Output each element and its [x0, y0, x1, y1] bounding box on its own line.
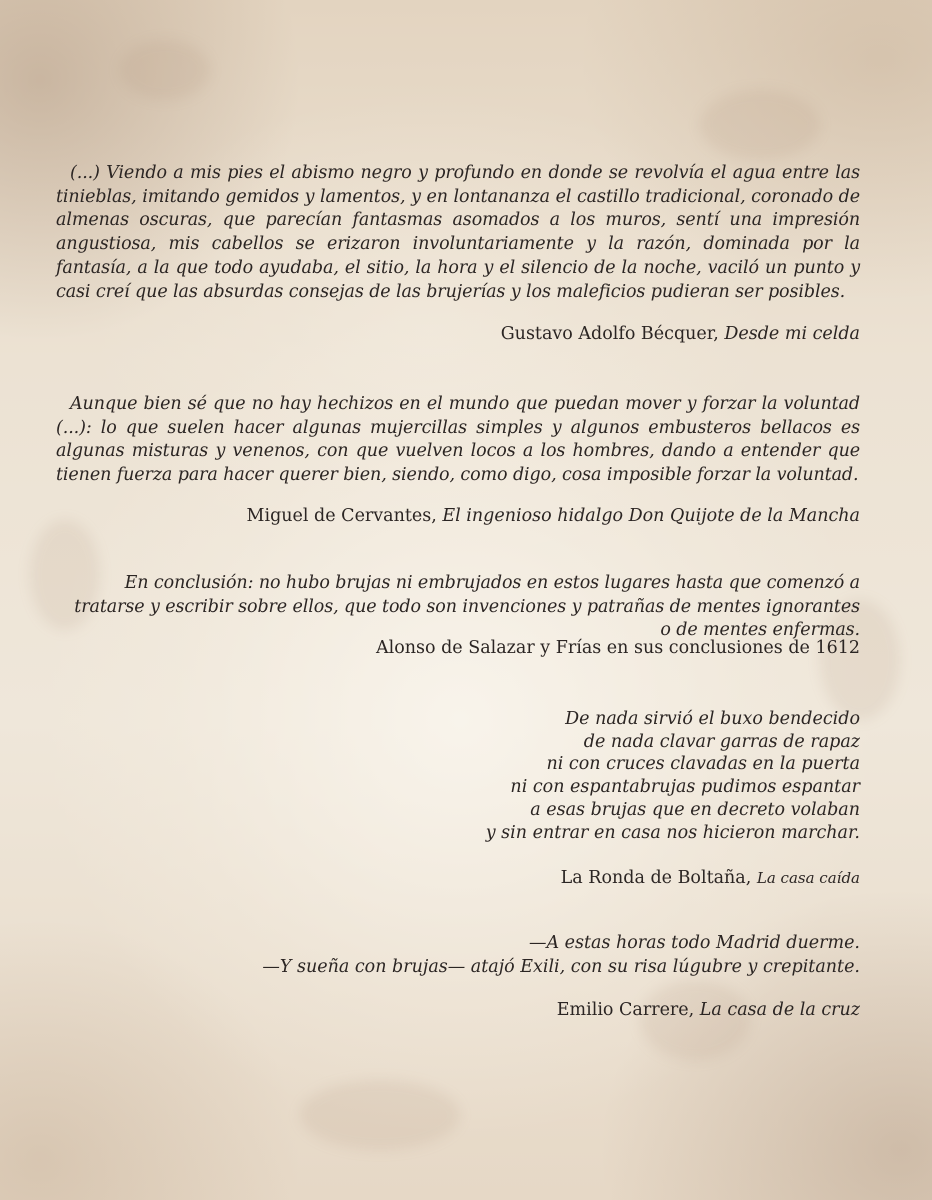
- poem-line: de nada clavar garras de rapaz: [583, 731, 860, 752]
- quote-salazar: [72, 572, 860, 643]
- quote-text: (...) Viendo a mis pies el abismo negro y profundo en donde se revolvía el agua entre las tinieblas, imitando gemidos y lamentos, y en lontananza el castillo tradicional, coronado de almenas oscuras, que parecían fantasmas asomados a los muros, sentí una impresión angustiosa, mis cabellos se erizaron involuntariamente y la razón, dominada por la fantasía, a la que todo ayudaba, el sitio, la hora y el silencio de la noche, vaciló un punto y casi creí que las absurdas consejas de las brujerías y los maleficios pudieran ser posibles.: [56, 163, 860, 302]
- author: Alonso de Salazar y Frías en sus conclusiones de 1612: [375, 638, 860, 658]
- parchment-stain: [120, 40, 210, 100]
- quote-text: Aunque bien sé que no hay hechizos en el mundo que puedan mover y forzar la voluntad (...): lo que suelen hacer algunas mujercillas simples y algunos embusteros bellacos es algunas misturas y venenos, con que vuelven locos a los hombres, dando a entender que tienen fuerza para hacer querer bien, siendo, como digo, cosa imposible forzar la voluntad.: [56, 394, 860, 486]
- parchment-stain: [640, 980, 750, 1060]
- author: Miguel de Cervantes,: [246, 506, 443, 526]
- poem-line: ni con cruces clavadas en la puerta: [546, 754, 860, 775]
- quote-cervantes: [56, 393, 860, 488]
- attribution-ronda-boltana: [561, 868, 860, 888]
- parchment-stain: [700, 90, 820, 160]
- work-title: La casa caída: [756, 869, 860, 887]
- attribution-salazar: [376, 638, 860, 658]
- author: Emilio Carrere,: [556, 1000, 700, 1020]
- dialog-carrere: [160, 932, 860, 979]
- poem-line: ni con espantabrujas pudimos espantar: [510, 777, 860, 798]
- poem-line: De nada sirvió el buxo bendecido: [565, 709, 860, 729]
- poem-ronda-boltana: [360, 708, 860, 844]
- work-title: El ingenioso hidalgo Don Quijote de la Mancha: [442, 506, 860, 526]
- work-title: La casa de la cruz: [699, 1000, 860, 1020]
- quote-becquer: [56, 162, 860, 304]
- author: Gustavo Adolfo Bécquer,: [500, 324, 725, 344]
- parchment-stain: [300, 1080, 460, 1150]
- dialog-line: —A estas horas todo Madrid duerme.: [528, 933, 860, 953]
- poem-line: a esas brujas que en decreto volaban: [530, 799, 860, 820]
- work-title: Desde mi celda: [724, 324, 860, 344]
- poem-line: y sin entrar en casa nos hicieron marchar.: [485, 822, 860, 843]
- attribution-becquer: [501, 324, 860, 344]
- attribution-carrere: [557, 1000, 860, 1020]
- attribution-cervantes: [247, 506, 860, 526]
- dialog-line: —Y sueña con brujas— atajó Exili, con su risa lúgubre y crepitante.: [262, 956, 860, 977]
- quote-text: En conclusión: no hubo brujas ni embrujados en estos lugares hasta que comenzó a tratarse y escribir sobre ellos, que todo son invenciones y patrañas de mentes ignorantes o de mentes enfermas.: [74, 573, 860, 641]
- author: La Ronda de Boltaña,: [560, 868, 757, 888]
